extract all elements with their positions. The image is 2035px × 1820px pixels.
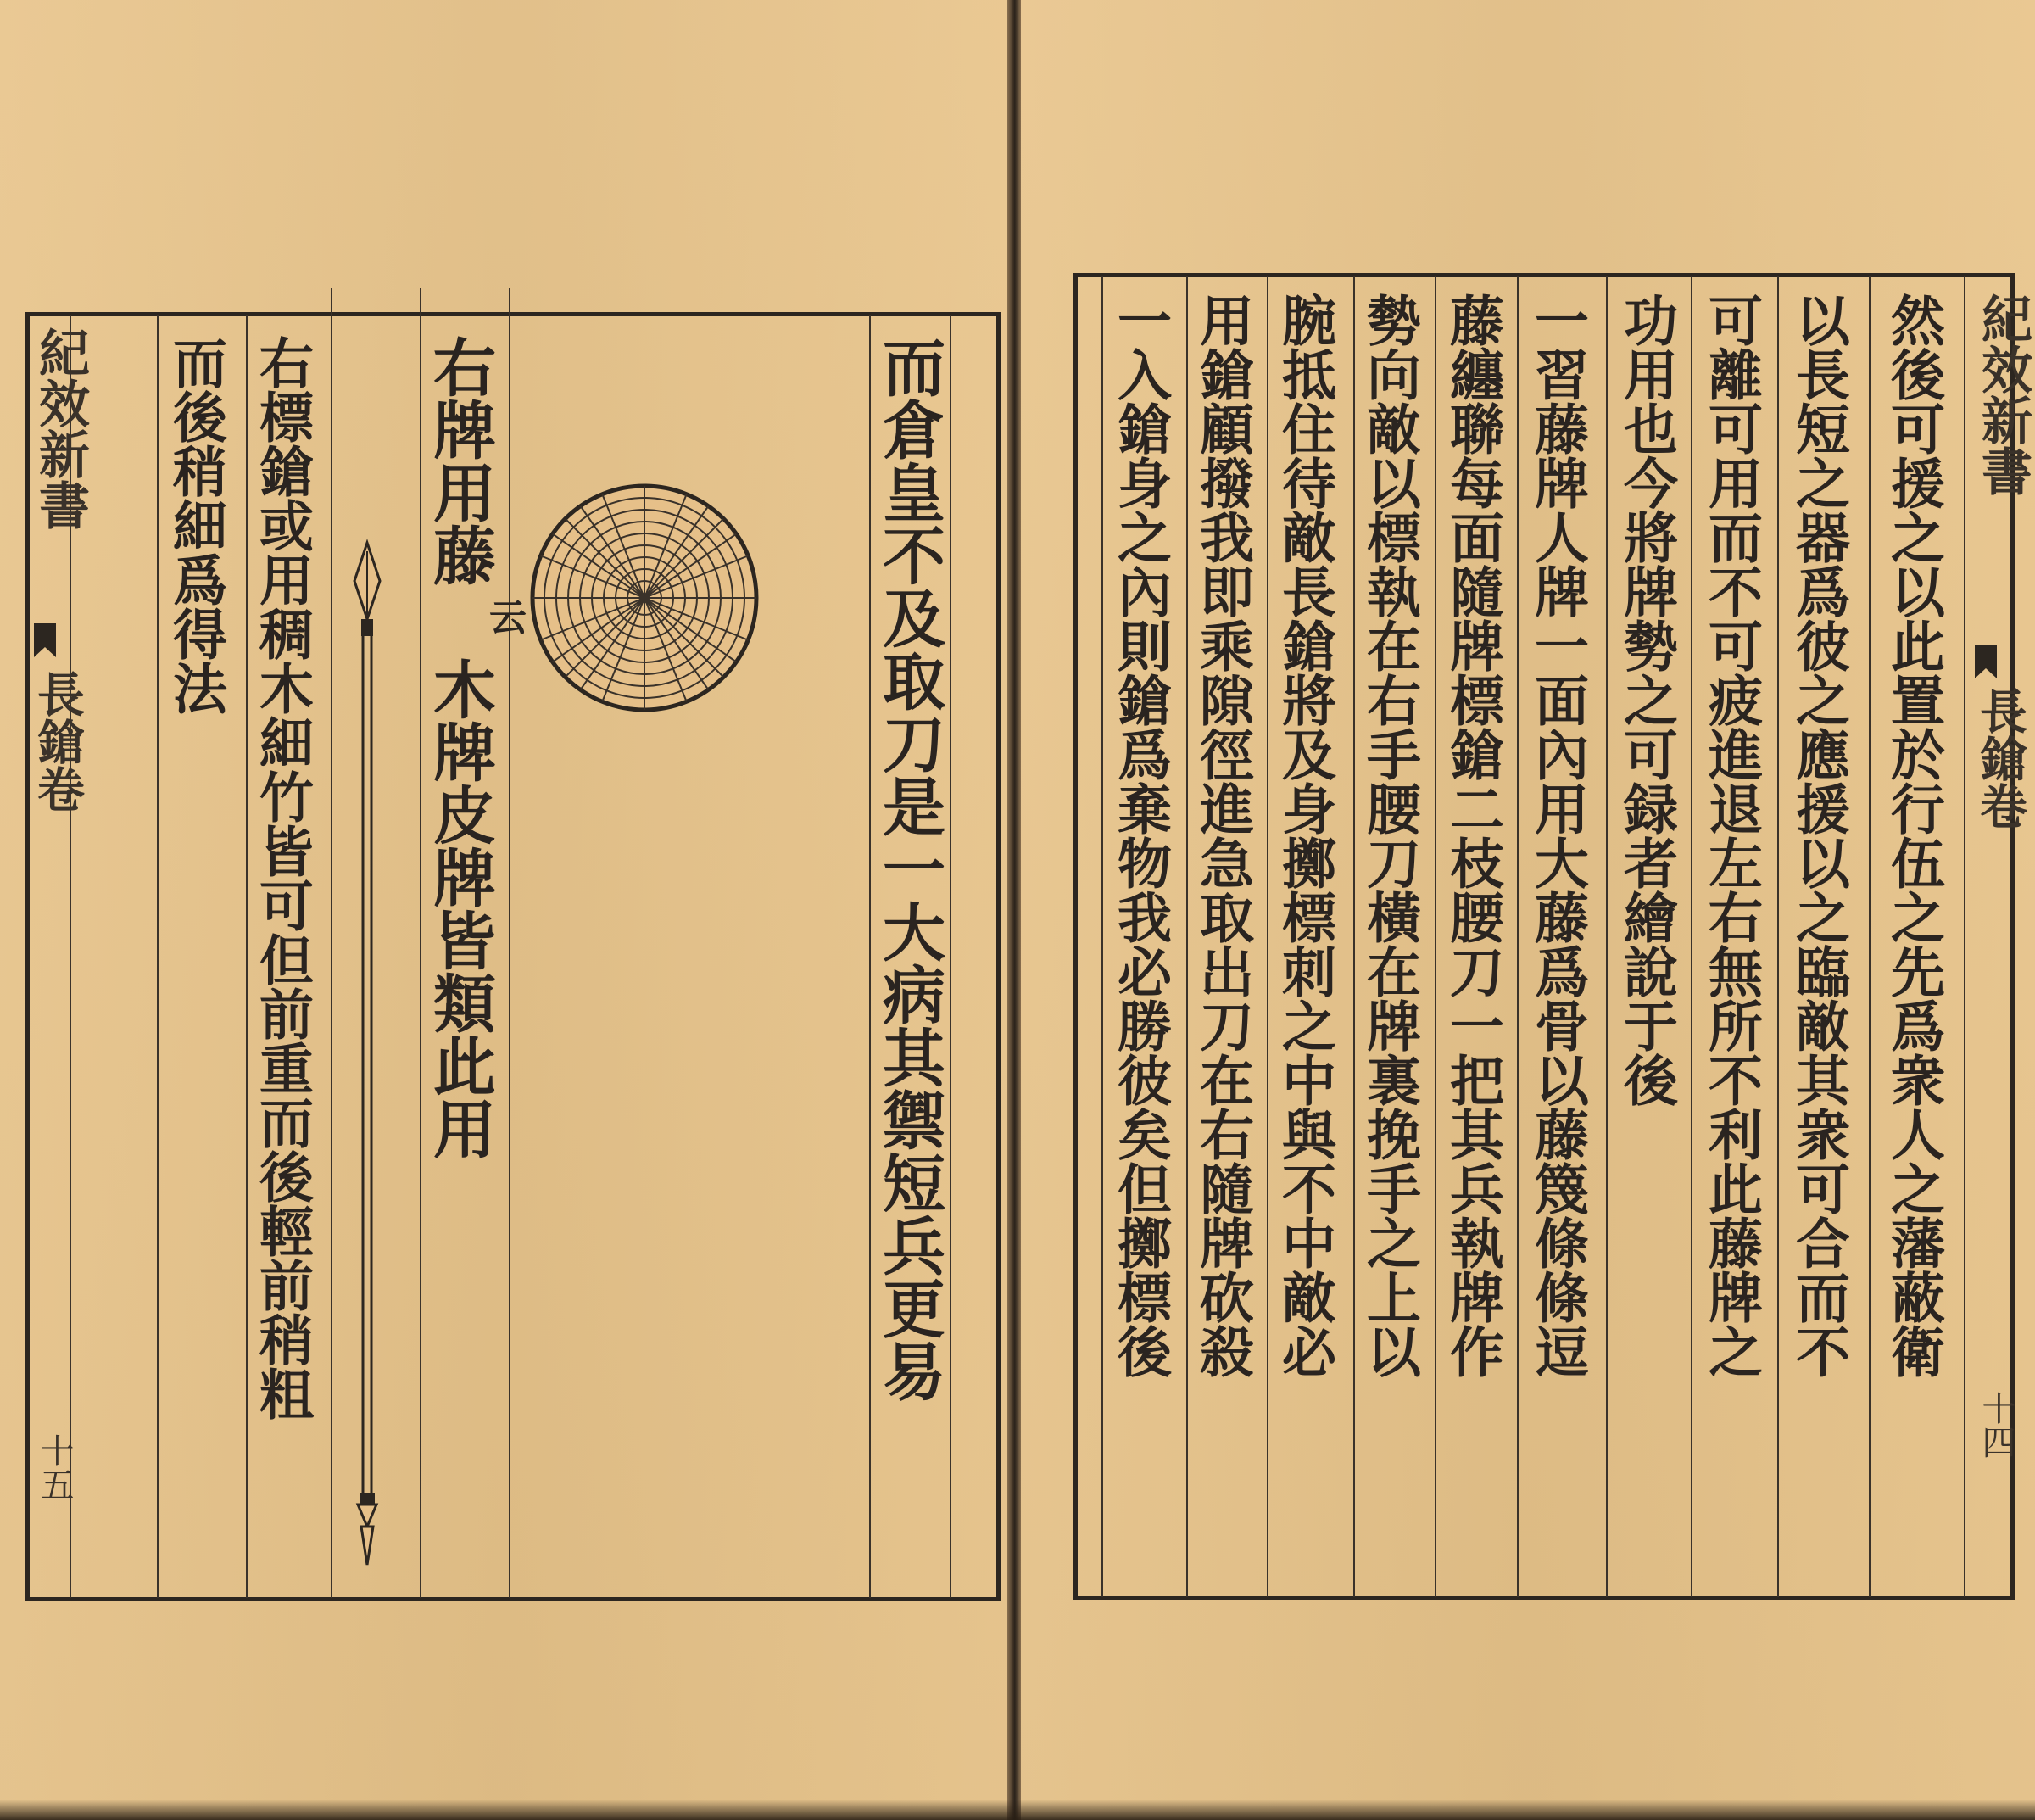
- text-column-3: 木牌皮牌皆類此用: [423, 657, 496, 1159]
- text-column-1: 而倉皇不及取刀是一大病其禦短兵更易: [873, 335, 945, 1402]
- text-column-3: 可離可用而不可疲進退左右無所不利此藤牌之: [1699, 293, 1763, 1378]
- left-margin-title: 紀效新書: [31, 327, 90, 530]
- text-column-5: 而後稍細爲得法: [164, 335, 227, 715]
- text-column-4: 功用也今將牌勢之可録者繪說于後: [1614, 293, 1678, 1107]
- column-rule: [1435, 276, 1436, 1597]
- column-rule: [1691, 276, 1692, 1597]
- text-column-10: 一入鎗身之內則鎗爲棄物我必勝彼矣但擲標後: [1108, 293, 1172, 1378]
- margin-rule: [1964, 276, 1965, 1597]
- text-column-1: 然後可援之以此置於行伍之先爲衆人之藩蔽衛: [1882, 293, 1945, 1378]
- rattan-shield-illustration: [526, 479, 763, 717]
- javelin-illustration: [346, 534, 388, 1577]
- column-rule: [950, 315, 951, 1598]
- column-rule: [1101, 276, 1103, 1597]
- column-rule: [1869, 276, 1871, 1597]
- left-margin-volume: 長鎗卷: [30, 670, 86, 812]
- column-rule: [1606, 276, 1608, 1597]
- column-rule: [1186, 276, 1188, 1597]
- column-rule: [1353, 276, 1355, 1597]
- text-column-6: 藤纏聯每面隨牌標鎗二枝腰刀一把其兵執牌作: [1441, 293, 1504, 1378]
- bottom-shadow: [0, 1800, 2035, 1820]
- column-rule: [246, 315, 248, 1598]
- column-rule: [509, 288, 510, 1598]
- text-column-2-annotation: 云: [482, 598, 526, 635]
- text-column-2: 以長短之器爲彼之應援以之臨敵其衆可合而不: [1787, 293, 1850, 1378]
- column-rule: [1517, 276, 1519, 1597]
- column-rule: [1777, 276, 1779, 1597]
- text-column-4: 右標鎗或用稠木細竹皆可但前重而後輕前稍粗: [250, 335, 314, 1421]
- book-gutter: [1007, 0, 1021, 1820]
- text-column-2: 右牌用藤: [423, 335, 496, 586]
- column-rule: [1267, 276, 1268, 1597]
- column-rule: [420, 288, 421, 1598]
- right-margin-volume: 長鎗卷: [1972, 687, 2028, 829]
- text-column-9: 用鎗顧撥我即乘隙徑進急取出刀在右隨牌砍殺: [1190, 293, 1254, 1378]
- right-page: [1021, 0, 2035, 1820]
- text-column-8: 腕抵住待敵長鎗將及身擲標刺之中與不中敵必: [1273, 293, 1336, 1378]
- left-page: [0, 0, 1007, 1820]
- text-column-5: 一習藤牌人牌一面內用大藤爲骨以藤篾條條逗: [1525, 293, 1589, 1378]
- column-rule: [157, 315, 159, 1598]
- right-folio: 十四: [1976, 1391, 2015, 1459]
- left-folio: 十五: [35, 1433, 74, 1501]
- text-column-7: 勢向敵以標執在右手腰刀橫在牌裏挽手之上以: [1358, 293, 1421, 1378]
- column-rule: [869, 315, 871, 1598]
- right-margin-title: 紀效新書: [1973, 293, 2032, 496]
- column-rule: [331, 288, 332, 1598]
